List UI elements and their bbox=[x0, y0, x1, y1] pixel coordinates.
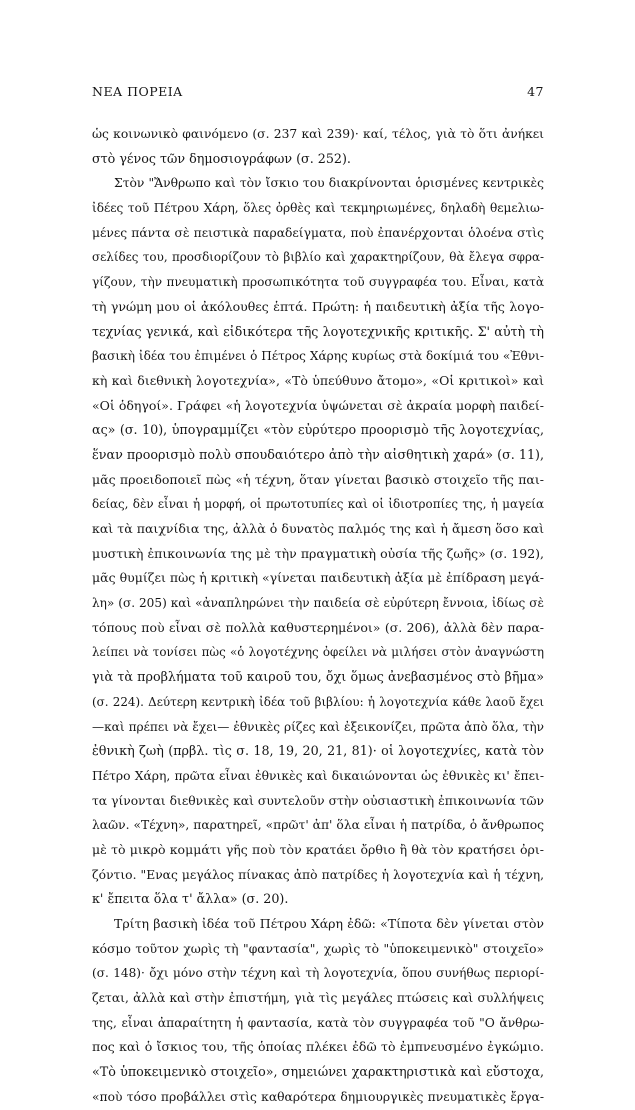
text-line: ἕναν προορισμὸ πολὺ σπουδαιότερο ἀπὸ τὴν αἰσθητικὴ χαρά» (σ. 11), bbox=[92, 446, 544, 462]
text-line: στὸ γένος τῶν δημοσιογράφων (σ. 252). bbox=[92, 150, 351, 166]
text-line: τὴ γνώμη μου οἱ ἀκόλουθες ἑπτά. Πρώτη: ἡ παιδευτικὴ ἀξία τῆς λογο- bbox=[92, 298, 544, 314]
text-line: μᾶς προειδοποιεῖ πὼς «ἡ τέχνη, ὅταν γίνεται βασικὸ στοιχεῖο τῆς παι- bbox=[92, 471, 544, 487]
text-line: ζεται, ἀλλὰ καὶ στὴν ἐπιστήμη, γιὰ τὶς μεγάλες πτώσεις καὶ συλλήψεις bbox=[92, 991, 544, 1006]
running-head bbox=[92, 84, 544, 102]
journal-title: ΝΕΑ ΠΟΡΕΙΑ bbox=[92, 84, 183, 99]
text-line: γίζουν, τὴν πνευματικὴ προσωπικότητα τοῦ συγγραφέα του. Εἶναι, κατὰ bbox=[92, 275, 544, 290]
text-line: πος καὶ ὁ ἴσκιος του, τῆς ὁποίας πλέκει ἐδῶ τὸ ἐμπνευσμένο ἐγκώμιο. bbox=[92, 1039, 544, 1055]
text-line: ἰδέες τοῦ Πέτρου Χάρη, ὅλες ὀρθὲς καὶ τεκμηριωμένες, δηλαδὴ θεμελιω- bbox=[92, 201, 544, 216]
body-text bbox=[92, 122, 544, 1110]
text-line: τόπους ποὺ εἶναι σὲ πολλὰ καθυστερημένοι» (σ. 206), ἀλλὰ δὲν παρα- bbox=[92, 619, 544, 635]
text-line: της, εἶναι ἀπαραίτητη ἡ φαντασία, κατὰ τὸν συγγραφέα τοῦ "Ο ἄνθρω- bbox=[92, 1015, 544, 1030]
text-line: μᾶς θυμίζει πὼς ἡ κριτικὴ «γίνεται παιδευτικὴ ἀξία μὲ ἐπίδραση μεγά- bbox=[92, 570, 544, 586]
text-line: λείπει νὰ τονίσει πὼς «ὁ λογοτέχνης ὀφείλει νὰ μιλήσει στὸν ἀναγνώστη bbox=[92, 645, 544, 660]
text-line: μυστικὴ ἐπικοινωνία της μὲ τὴν πραγματικὴ οὐσία τῆς ζωῆς» (σ. 192), bbox=[92, 545, 544, 561]
text-line: ἐθνικὴ ζωὴ (πρβλ. τὶς σ. 18, 19, 20, 21, 81)· οἱ λογοτεχνίες, κατὰ τὸν bbox=[92, 743, 544, 759]
page-number: 47 bbox=[527, 84, 544, 99]
text-line: τεχνίας γενικά, καὶ εἰδικότερα τῆς λογοτεχνικῆς κριτικῆς. Σ' αὐτὴ τὴ bbox=[92, 323, 544, 339]
text-line: ὡς κοινωνικὸ φαινόμενο (σ. 237 καὶ 239)· καί, τέλος, γιὰ τὸ ὅτι ἀνήκει bbox=[92, 127, 544, 141]
text-line: (σ. 148)· ὄχι μόνο στὴν τέχνη καὶ τὴ λογοτεχνία, ὅπου συνήθως περιορί- bbox=[92, 966, 544, 981]
text-line: λαῶν. «Τέχνη», παρατηρεῖ, «πρῶτ' ἀπ' ὅλα εἶναι ἡ πατρίδα, ὁ ἄνθρωπος bbox=[92, 818, 544, 833]
text-line: καὶ τὰ παιχνίδια της, ἀλλὰ ὁ δυνατὸς παλμός της καὶ ἡ ἄμεση ὅσο καὶ bbox=[92, 521, 544, 536]
text-line: δείας, δὲν εἶναι ἡ μορφή, οἱ πρωτοτυπίες καὶ οἱ ἰδιοτροπίες της, ἡ μαγεία bbox=[92, 497, 544, 512]
text-line: γιὰ τὰ προβλήματα τοῦ καιροῦ του, ὄχι ὅμως ἀνεβασμένος στὸ βῆμα» bbox=[92, 669, 544, 685]
text-line: ζόντιο. "Ενας μεγάλος πίνακας ἀπὸ πατρίδες ἡ λογοτεχνία καὶ ἡ τέχνη, bbox=[92, 867, 544, 882]
text-line: Τρίτη βασικὴ ἰδέα τοῦ Πέτρου Χάρη ἐδῶ: «Τίποτα δὲν γίνεται στὸν bbox=[114, 916, 544, 931]
text-line: τα γίνονται διεθνικὲς καὶ συντελοῦν στὴν οὐσιαστικὴ ἐπικοινωνία τῶν bbox=[92, 793, 544, 808]
text-line: Πέτρο Χάρη, πρῶτα εἶναι ἐθνικὲς καὶ δικαιώνονται ὡς ἐθνικὲς κι' ἔπει- bbox=[92, 768, 544, 783]
text-line: «Οἱ ὁδηγοί». Γράφει «ἡ λογοτεχνία ὑψώνεται σὲ ἀκραία μορφὴ παιδεί- bbox=[92, 397, 544, 413]
text-line: ας» (σ. 10), ὑπογραμμίζει «τὸν εὐρύτερο προορισμὸ τῆς λογοτεχνίας, bbox=[92, 422, 544, 438]
text-line: κόσμο τοῦτον χωρὶς τὴ "φαντασία", χωρὶς τὸ "ὑποκειμενικὸ" στοιχεῖο» bbox=[92, 941, 544, 956]
text-line: Στὸν "Ἄνθρωπο καὶ τὸν ἴσκιο του διακρίνονται ὁρισμένες κεντρικὲς bbox=[114, 176, 544, 191]
text-line: «Τὸ ὑποκειμενικὸ στοιχεῖο», σημειώνει χαρακτηριστικὰ καὶ εὔστοχα, bbox=[92, 1064, 544, 1080]
text-line: —καὶ πρέπει νὰ ἔχει— ἐθνικὲς ρίζες καὶ ἐξεικονίζει, πρῶτα ἀπὸ ὅλα, τὴν bbox=[92, 719, 544, 734]
text-line: μὲ τὸ μικρὸ κομμάτι γῆς ποὺ τὸν κρατάει ὄρθιο ἢ θὰ τὸν κρατήσει ὀρι- bbox=[92, 841, 544, 857]
text-line: κὴ καὶ διεθνικὴ λογοτεχνία», «Τὸ ὑπεύθυνο ἄτομο», «Οἱ κριτικοὶ» καὶ bbox=[92, 372, 544, 388]
text-line: «ποὺ τόσο προβάλλει στὶς καθαρότερα δημιουργικὲς πνευματικὲς ἔργα- bbox=[92, 1089, 544, 1104]
text-line: σελίδες του, προσδιορίζουν τὸ βιβλίο καὶ χαρακτηρίζουν, θὰ ἔλεγα σφρα- bbox=[92, 250, 544, 265]
text-line: λη» (σ. 205) καὶ «ἀναπληρώνει τὴν παιδεία σὲ εὐρύτερη ἔννοια, ἰδίως σὲ bbox=[92, 596, 544, 611]
text-line: βασικὴ ἰδέα του ἐπιμένει ὁ Πέτρος Χάρης κυρίως στὰ δοκίμιά του «Ἐθνι- bbox=[92, 349, 544, 364]
text-line: μένες πάντα σὲ πειστικὰ παραδείγματα, ποὺ ἐπανέρχονται ὁλοένα στὶς bbox=[92, 225, 544, 240]
text-line: (σ. 224). Δεύτερη κεντρικὴ ἰδέα τοῦ βιβλίου: ἡ λογοτεχνία κάθε λαοῦ ἔχει bbox=[92, 694, 544, 709]
text-line: κ' ἔπειτα ὅλα τ' ἄλλα» (σ. 20). bbox=[92, 891, 289, 907]
